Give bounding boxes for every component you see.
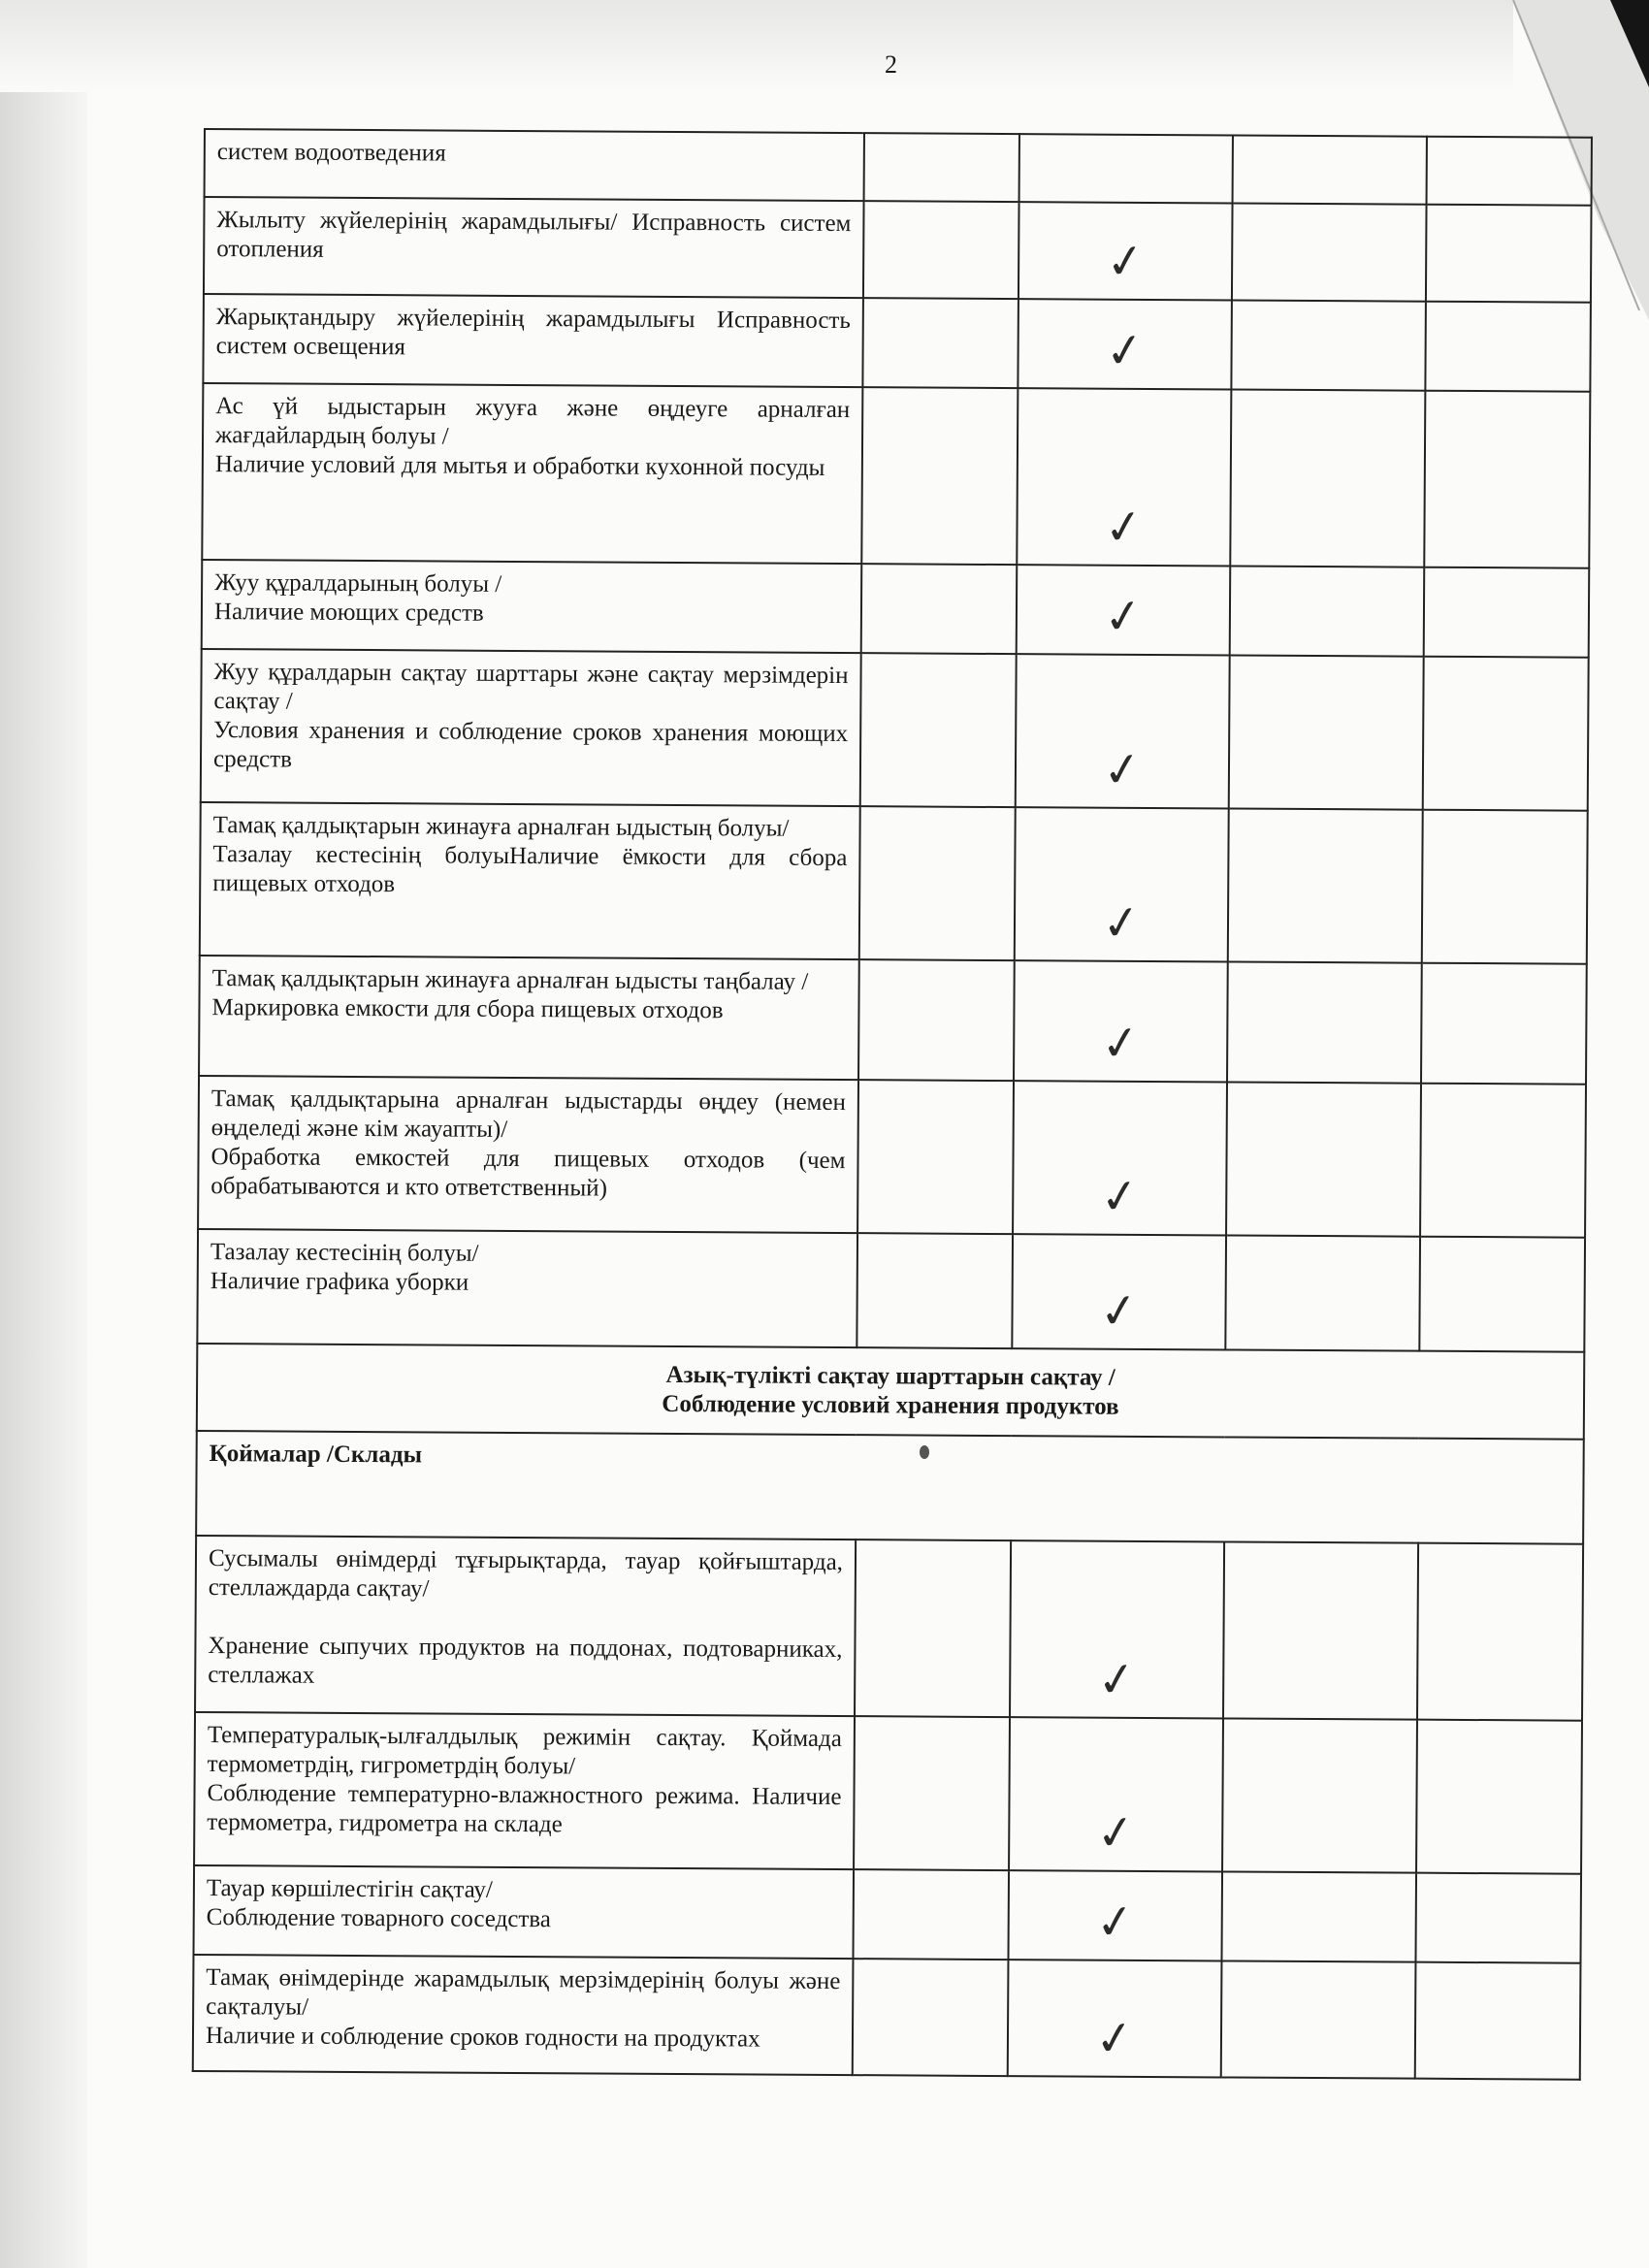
empty-cell: [1226, 1082, 1421, 1236]
criterion-cell: Сусымалы өнімдерді тұғырықтарда, тауар қойғыштарда, стеллаждарда сақтау/ Хранение сыпучих продуктов на поддонах, подтоварниках, стеллажах: [195, 1536, 856, 1716]
empty-cell: [861, 387, 1018, 565]
empty-cell: [1221, 1960, 1416, 2078]
criterion-cell: Тамақ қалдықтарын жинауға арналған ыдыстың болуы/ Тазалау кестесінің болуыНаличие ёмкости для сбора пищевых отходов: [200, 802, 860, 959]
checkmark-icon: ✓: [1097, 1014, 1144, 1074]
check-cell: [1019, 134, 1233, 203]
check-cell: [1013, 1081, 1227, 1235]
checkmark-icon: ✓: [1095, 1281, 1143, 1342]
table-row: [199, 956, 1587, 1085]
checkmark-icon: ✓: [1093, 1650, 1140, 1710]
check-cell: [1015, 807, 1229, 961]
ink-blot: [920, 1445, 929, 1459]
empty-cell: [1223, 1541, 1418, 1719]
table-row: [203, 294, 1591, 392]
check-cell: [1012, 1234, 1226, 1349]
empty-cell: [858, 959, 1015, 1081]
check-cell: [1017, 565, 1231, 655]
empty-cell: [857, 1080, 1014, 1234]
check-cell: [1014, 960, 1228, 1082]
check-cell: [1008, 1870, 1222, 1960]
criterion-cell: Тазалау кестесінің болуы/ Наличие графика уборки: [197, 1229, 857, 1347]
checkmark-icon: ✓: [1100, 587, 1147, 647]
empty-cell: [1427, 137, 1592, 206]
empty-cell: [1230, 566, 1425, 656]
criterion-cell: Тауар көршілестігін сақтау/ Соблюдение товарного соседства: [193, 1865, 854, 1959]
empty-cell: [1424, 391, 1590, 568]
table-row: [204, 197, 1592, 303]
table-row: [195, 1536, 1583, 1721]
table-row: [194, 1712, 1582, 1874]
page-number: 2: [885, 50, 897, 79]
empty-cell: [1231, 300, 1426, 390]
empty-cell: [1421, 963, 1587, 1085]
checkmark-icon: ✓: [1092, 1893, 1139, 1953]
scan-edge-shadow: [0, 0, 87, 2268]
section-title-kz: Азық-түлікті сақтау шарттарын сақтау /: [665, 1361, 1116, 1391]
empty-cell: [1417, 1543, 1583, 1721]
empty-cell: [1426, 205, 1592, 303]
empty-cell: [1424, 567, 1590, 658]
checklist-rows-lower: [193, 1536, 1583, 2080]
checklist-table: [192, 128, 1593, 2081]
criterion-cell: Тамақ өнімдерінде жарамдылық мерзімдерінің болуы және сақталуы/ Наличие и соблюдение сроков годности на продуктах: [193, 1955, 854, 2075]
empty-cell: [1229, 655, 1424, 809]
section-header: [196, 1344, 1584, 1544]
check-cell: [1017, 388, 1231, 566]
criterion-cell: Тамақ қалдықтарына арналған ыдыстарды өңдеу (немен өңделеді және кім жауапты)/ Обработка емкостей для пищевых отходов (чем обрабатываются и кто ответственный): [198, 1076, 858, 1233]
table-row: [197, 1229, 1585, 1352]
table-row: [198, 1076, 1586, 1238]
check-cell: [1010, 1540, 1224, 1718]
criterion-cell: Жуу құралдарының болуы / Наличие моющих средств: [202, 560, 862, 653]
checkmark-icon: ✓: [1098, 893, 1145, 954]
checkmark-icon: ✓: [1092, 1803, 1139, 1863]
checkmark-icon: ✓: [1102, 232, 1148, 292]
section-title-ru: Соблюдение условий хранения продуктов: [662, 1390, 1119, 1420]
checkmark-icon: ✓: [1100, 498, 1148, 558]
empty-cell: [853, 1959, 1009, 2076]
table-row: [193, 1865, 1581, 1963]
empty-cell: [862, 298, 1018, 388]
check-cell: [1016, 654, 1230, 808]
empty-cell: [1415, 1873, 1581, 1963]
criterion-cell: Тамақ қалдықтарын жинауға арналған ыдысты таңбалау / Маркировка емкости для сбора пищевых отходов: [199, 956, 859, 1080]
table-row: [205, 129, 1592, 206]
empty-cell: [855, 1539, 1011, 1717]
empty-cell: [857, 1233, 1013, 1348]
table-row: [202, 560, 1590, 658]
empty-cell: [1425, 302, 1591, 392]
empty-cell: [1221, 1871, 1416, 1961]
empty-cell: [1222, 1718, 1417, 1872]
check-cell: [1018, 299, 1232, 389]
empty-cell: [1419, 1237, 1585, 1352]
empty-cell: [861, 564, 1018, 654]
empty-cell: [1416, 1720, 1582, 1874]
table-row: [202, 383, 1590, 568]
empty-cell: [1232, 203, 1427, 301]
empty-cell: [853, 1869, 1009, 1960]
section-title: [197, 1344, 1585, 1440]
empty-cell: [863, 201, 1019, 299]
scan-top-shadow: [0, 0, 1513, 92]
checkmark-icon: ✓: [1096, 1167, 1143, 1227]
table-row: [193, 1955, 1581, 2080]
checkmark-icon: ✓: [1099, 740, 1146, 800]
empty-cell: [1227, 961, 1422, 1083]
checklist-rows-upper: [197, 129, 1592, 1352]
table-row: [200, 802, 1588, 964]
empty-cell: [854, 1716, 1010, 1870]
criterion-cell: Ас үй ыдыстарын жууға және өңдеуге арналған жағдайлардың болуы / Наличие условий для мытья и обработки кухонной посуды: [202, 383, 862, 564]
check-cell: [1018, 202, 1233, 300]
table-row: [201, 649, 1589, 811]
check-cell: [1009, 1717, 1223, 1871]
empty-cell: [1230, 389, 1425, 567]
empty-cell: [864, 133, 1019, 202]
criterion-cell: систем водоотведения: [205, 129, 864, 201]
empty-cell: [1225, 1235, 1420, 1350]
criterion-cell: Температуралық-ылғалдылық режимін сақтау. Қоймада термометрдің, гигрометрдің болуы/ Соблюдение температурно-влажностного режима. Наличие термометра, гидрометра на складе: [194, 1712, 855, 1869]
empty-cell: [1228, 808, 1423, 962]
empty-cell: [859, 806, 1016, 960]
subsection-title: Қоймалар /Склады: [196, 1431, 1584, 1544]
checkmark-icon: ✓: [1101, 321, 1148, 381]
empty-cell: [1422, 810, 1588, 964]
check-cell: [1008, 1960, 1222, 2077]
empty-cell: [860, 653, 1017, 807]
empty-cell: [1233, 135, 1427, 204]
criterion-cell: Жылыту жүйелерінің жарамдылығы/ Исправность систем отопления: [204, 197, 864, 298]
criterion-cell: Жарықтандыру жүйелерінің жарамдылығы Исправность систем освещения: [203, 294, 863, 387]
empty-cell: [1420, 1084, 1586, 1238]
criterion-cell: Жуу құралдарын сақтау шарттары және сақтау мерзімдерін сақтау / Условия хранения и соблюдение сроков хранения моющих средств: [201, 649, 861, 806]
empty-cell: [1415, 1962, 1581, 2080]
empty-cell: [1423, 657, 1589, 811]
checkmark-icon: ✓: [1091, 2009, 1138, 2069]
